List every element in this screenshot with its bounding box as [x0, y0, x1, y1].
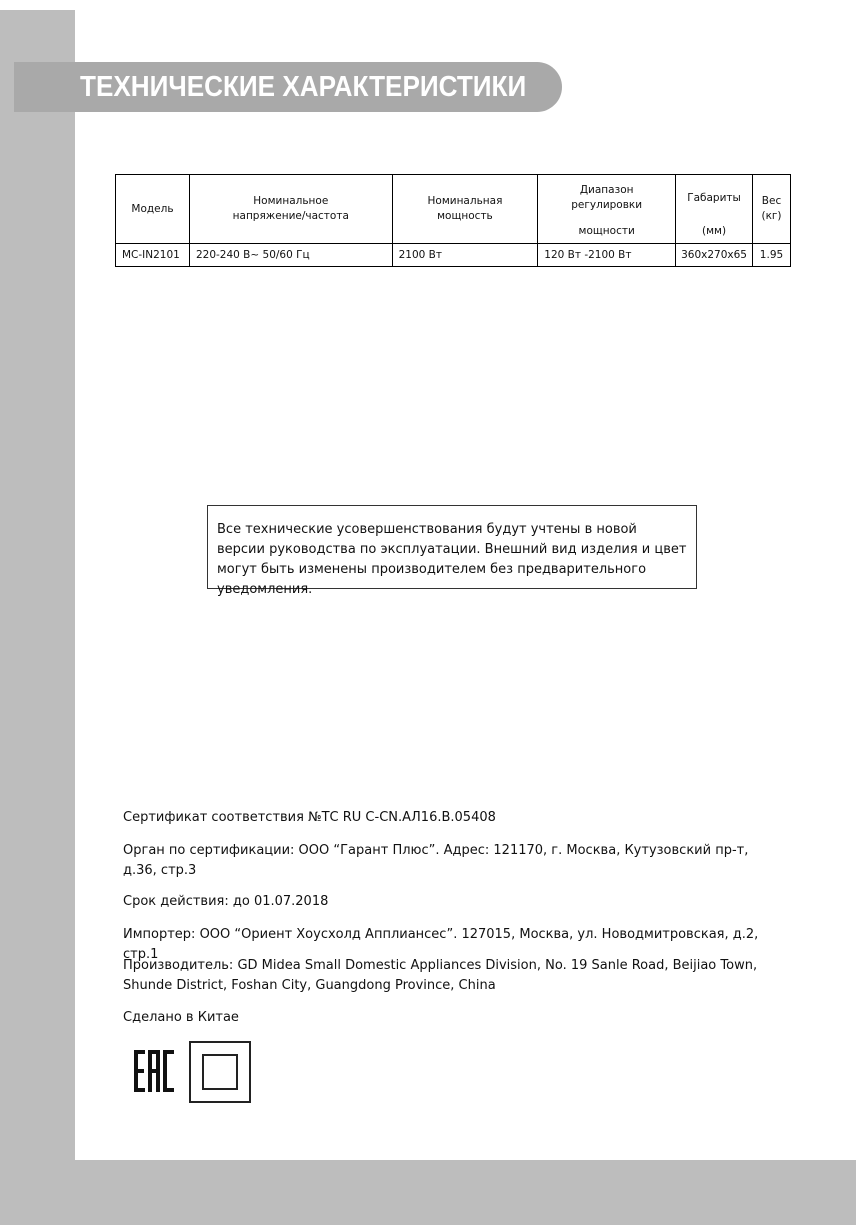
table-row: [116, 244, 791, 267]
notice-box: [207, 505, 697, 597]
header-model: Модель: [116, 175, 190, 244]
cell-range: 120 Вт -2100 Вт: [538, 244, 676, 267]
header-power: [392, 175, 538, 244]
eac-mark-icon: [133, 1050, 175, 1092]
header-range-bottom: мощности: [578, 225, 635, 237]
specs-table: [115, 174, 791, 267]
header-dims: [676, 175, 753, 244]
header-dims-bottom: (мм): [702, 225, 727, 237]
page-title: ТЕХНИЧЕСКИЕ ХАРАКТЕРИСТИКИ: [80, 71, 527, 103]
cell-weight: 1.95: [753, 244, 791, 267]
header-weight: [753, 175, 791, 244]
header-dims-top: Габариты: [687, 192, 741, 204]
importer-line: Импортер: ООО “Ориент Хоусхолд Апплиансес”. 127015, Москва, ул. Новодмитровская, д.2, стр.1: [123, 927, 759, 962]
certificate-line: Сертификат соответствия №ТС RU C-CN.АЛ16.В.05408: [123, 810, 496, 825]
cell-model: MC-IN2101: [116, 244, 190, 267]
header-range: [538, 175, 676, 244]
cert-body-line: Орган по сертификации: ООО “Гарант Плюс”. Адрес: 121170, г. Москва, Кутузовский пр-т, д.36, стр.3: [123, 843, 749, 878]
specs-header-row: [116, 175, 791, 244]
cell-power: 2100 Вт: [392, 244, 538, 267]
notice-text: Все технические усовершенствования будут учтены в новой версии руководства по эксплуатации. Внешний вид изделия и цвет могут быть изменены производителем без предварительного уведомления.: [217, 522, 687, 597]
cell-voltage: 220-240 В~ 50/60 Гц: [189, 244, 392, 267]
header-power-label: Номинальная мощность: [427, 195, 503, 222]
manufacturer-line: Производитель: GD Midea Small Domestic Appliances Division, No. 19 Sanle Road, Beijiao Town, Shunde District, Foshan City, Guangdong Province, China: [123, 958, 758, 993]
header-voltage-label: Номинальное напряжение/частота: [232, 195, 349, 222]
made-in-line: Сделано в Китае: [123, 1010, 239, 1025]
double-insulation-icon: [189, 1041, 251, 1103]
double-insulation-inner: [202, 1054, 238, 1090]
bottom-decor-bar: [0, 1160, 856, 1225]
validity-line: Срок действия: до 01.07.2018: [123, 894, 329, 909]
header-weight-label: Вес (кг): [761, 195, 782, 222]
cell-dims: 360x270x65: [676, 244, 753, 267]
side-decor-bar: [0, 10, 75, 1225]
header-range-top: Диапазон регулировки: [571, 184, 643, 211]
header-voltage: [189, 175, 392, 244]
title-banner: [14, 62, 562, 112]
